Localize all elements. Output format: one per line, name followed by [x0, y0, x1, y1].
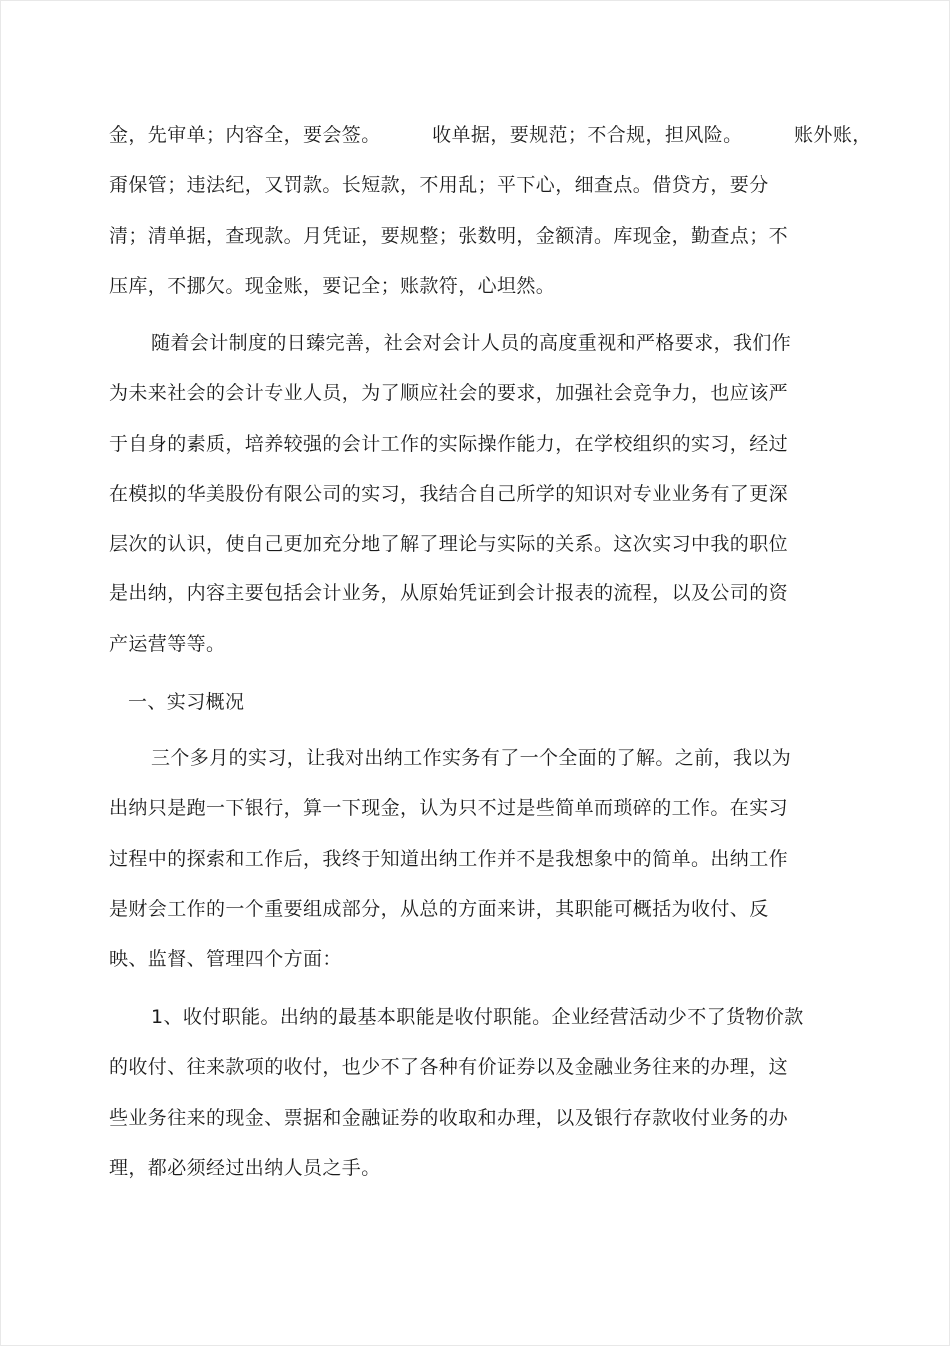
paragraph-first-line: 1、收付职能。出纳的最基本职能是收付职能。企业经营活动少不了货物价款 [151, 1006, 804, 1028]
text-line: 些业务往来的现金、票据和金融证券的收取和办理，以及银行存款收付业务的办 [109, 1107, 789, 1129]
text-line: 层次的认识，使自己更加充分地了解了理论与实际的关系。这次实习中我的职位 [109, 533, 789, 555]
text-line: 为未来社会的会计专业人员，为了顺应社会的要求，加强社会竞争力，也应该严 [109, 382, 789, 404]
text-line: 压库，不挪欠。现金账，要记全；账款符，心坦然。 [109, 275, 556, 297]
paragraph-first-line: 随着会计制度的日臻完善，社会对会计人员的高度重视和严格要求，我们作 [151, 332, 792, 354]
text-line: 出纳只是跑一下银行，算一下现金，认为只不过是些简单而琐碎的工作。在实习 [109, 797, 789, 819]
text-line: 于自身的素质，培养较强的会计工作的实际操作能力，在学校组织的实习，经过 [109, 433, 789, 455]
text-line: 的收付、往来款项的收付，也少不了各种有价证券以及金融业务往来的办理，这 [109, 1056, 789, 1078]
text-line: 金，先审单；内容全，要会签。 收单据，要规范；不合规，担风险。 账外账， [109, 124, 872, 146]
text-line: 产运营等等。 [109, 633, 226, 655]
text-line: 是财会工作的一个重要组成部分，从总的方面来讲，其职能可概括为收付、反 [109, 898, 769, 920]
text-line: 清；清单据，查现款。月凭证，要规整；张数明，金额清。库现金，勤查点；不 [109, 225, 789, 247]
section-heading: 一、实习概况 [128, 691, 245, 713]
text-line: 理，都必须经过出纳人员之手。 [109, 1157, 381, 1179]
text-line: 在模拟的华美股份有限公司的实习，我结合自己所学的知识对专业业务有了更深 [109, 483, 789, 505]
text-line: 甭保管；违法纪，又罚款。长短款，不用乱；平下心，细查点。借贷方，要分 [109, 174, 769, 196]
paragraph-first-line: 三个多月的实习，让我对出纳工作实务有了一个全面的了解。之前，我以为 [151, 747, 792, 769]
text-line: 过程中的探索和工作后，我终于知道出纳工作并不是我想象中的简单。出纳工作 [109, 848, 789, 870]
text-line: 映、监督、管理四个方面： [109, 948, 342, 970]
text-line: 是出纳，内容主要包括会计业务，从原始凭证到会计报表的流程，以及公司的资 [109, 582, 789, 604]
